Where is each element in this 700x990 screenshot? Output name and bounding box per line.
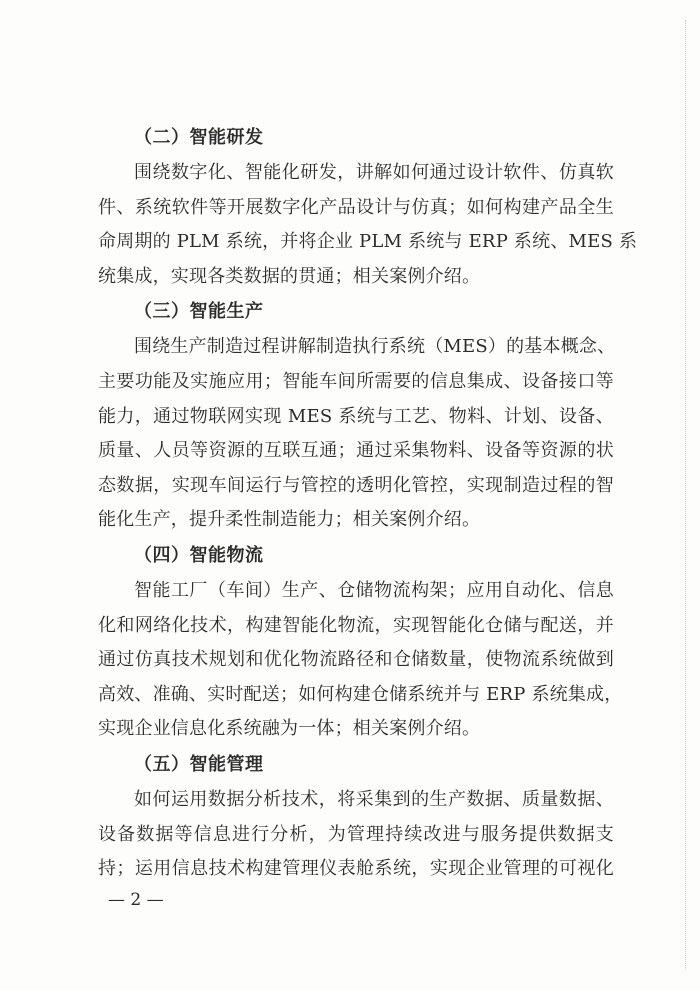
document-body <box>98 120 638 887</box>
paragraph-line: 态数据，实现车间运行与管控的透明化管控，实现制造过程的智 <box>98 474 614 496</box>
paragraph-line: 统集成，实现各类数据的贯通；相关案例介绍。 <box>98 265 481 287</box>
paragraph-line: 通过仿真技术规划和优化物流路径和仓储数量，使物流系统做到 <box>98 649 614 671</box>
paragraph-line: 质量、人员等资源的互联互通；通过采集物料、设备等资源的状 <box>98 440 614 462</box>
page-number: — 2 — <box>108 890 164 910</box>
paragraph-line: 实现企业信息化系统融为一体；相关案例介绍。 <box>98 718 481 740</box>
paragraph-line: 能化生产，提升柔性制造能力；相关案例介绍。 <box>98 509 481 531</box>
paragraph-line: 件、系统软件等开展数字化产品设计与仿真；如何构建产品全生 <box>98 196 614 218</box>
paragraph-line: 智能工厂（车间）生产、仓储物流构架；应用自动化、信息 <box>134 579 614 601</box>
paragraph-line: 持；运用信息技术构建管理仪表舱系统，实现企业管理的可视化 <box>98 858 614 880</box>
paragraph-line: 围绕生产制造过程讲解制造执行系统（MES）的基本概念、 <box>134 336 616 358</box>
paragraph-line: 设备数据等信息进行分析，为管理持续改进与服务提供数据支 <box>98 823 614 845</box>
page-edge-divider <box>685 20 686 970</box>
section-heading-logistics: （四）智能物流 <box>134 544 264 566</box>
section-heading-production: （三）智能生产 <box>134 301 264 323</box>
paragraph-line: 能力，通过物联网实现 MES 系统与工艺、物料、计划、设备、 <box>98 405 614 427</box>
section-heading-research: （二）智能研发 <box>134 127 264 148</box>
paragraph-line: 化和网络化技术，构建智能化物流，实现智能化仓储与配送，并 <box>98 614 614 636</box>
section-heading-management: （五）智能管理 <box>134 753 264 775</box>
paragraph-line: 命周期的 PLM 系统，并将企业 PLM 系统与 ERP 系统、MES 系 <box>98 231 638 253</box>
paragraph-line: 主要功能及实施应用；智能车间所需要的信息集成、设备接口等 <box>98 370 614 392</box>
paragraph-line: 高效、准确、实时配送；如何构建仓储系统并与 ERP 系统集成， <box>98 683 623 705</box>
paragraph-line: 围绕数字化、智能化研发，讲解如何通过设计软件、仿真软 <box>134 162 614 183</box>
paragraph-line: 如何运用数据分析技术，将采集到的生产数据、质量数据、 <box>134 788 614 810</box>
